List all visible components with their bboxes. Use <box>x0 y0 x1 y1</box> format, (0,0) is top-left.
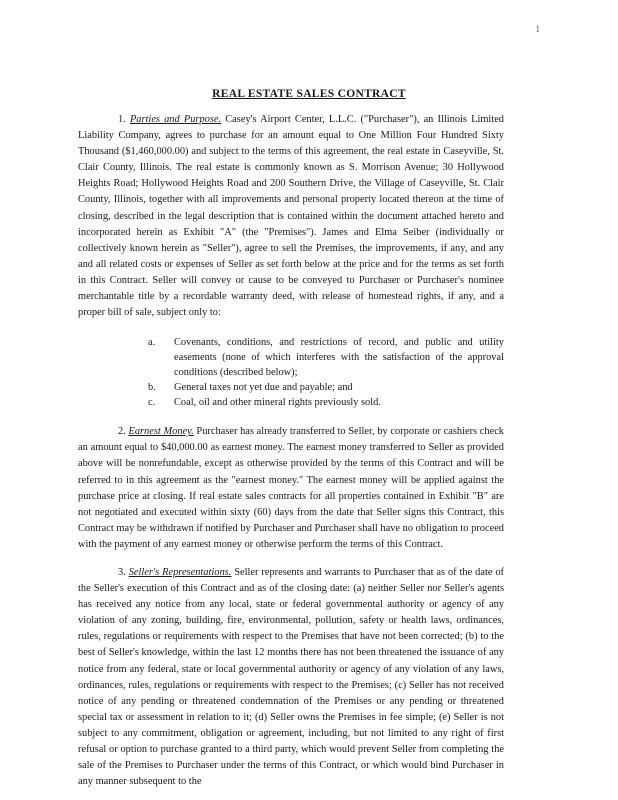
document-title: REAL ESTATE SALES CONTRACT <box>212 88 406 100</box>
paragraph-spacer <box>78 553 504 565</box>
section-text: Seller represents and warrants to Purchaser that as of the date of the Seller's execution of this Contract and as of the closing date: (a) neither Seller nor Seller's agents has received any notice from any local, state or federal governmental authority or agency of any violation of any zoning, building, fire, environmental, pollution, safety or health laws, ordinances, rules, regulations or requirements with respect to the Premises that have not been corrected; (b) to the best of Seller's knowledge, within the last 12 months there has not been threatened the issuance of any notice from any federal, state or local governmental authority or agency of any violation of any laws, ordinances, rules, regulations or requirements with respect to the Premises; (c) Seller has not received notice of any pending or threatened condemnation of the Premises or any pending or threatened special tax or assessment in relation to it; (d) Seller owns the Premises in fee simple; (e) Seller is not subject to any commitment, obligation or agreement, including, but not limited to any right of first refusal or option to purchase granted to a third party, which would prevent Seller from completing the sale of the Premises to Purchaser under the terms of this Contract, or which would bind Purchaser in any manner subsequent to the <box>78 566 505 788</box>
list-item <box>78 395 504 410</box>
document-body <box>78 112 504 790</box>
paragraph-parties-and-purpose <box>78 112 504 321</box>
list-text: Covenants, conditions, and restrictions of record, and public and utility easements (none of which interferes with the satisfaction of the approval conditions (described below); <box>174 337 504 379</box>
section-heading: Earnest Money. <box>128 426 194 438</box>
section-text: Casey's Airport Center, L.L.C. ("Purchaser"), an Illinois Limited Liability Company, agrees to purchase for an amount equal to One Million Four Hundred Sixty Thousand ($1,460,000.00) and subject to the terms of this agreement, the real estate in Caseyville, St. Clair County, Illinois. The real estate is commonly known as S. Morrison Avenue; 30 Hollywood Heights Road; Hollywood Heights Road and 200 Southern Drive, the Village of Caseyville, St. Clair County, Illinois, together with all improvements and personal property located thereon at the time of closing, described in the legal description that is contained within the document attached hereto and incorporated herein as Exhibit "A" (the "Premises"). James and Elma Seiber (individually or collectively known herein as "Seller"), agree to sell the Premises, the improvements, if any, and any and all related costs or expenses of Seller as set forth below at the price and for the terms as set forth in this Contract. Seller will convey or cause to be conveyed to Purchaser or Purchaser's nominee merchantable title by a recordable warranty deed, with release of homestead rights, if any, and a proper bill of sale, subject only to: <box>78 114 505 319</box>
list-marker: a. <box>148 337 156 349</box>
list-marker: c. <box>148 397 156 409</box>
list-item <box>78 380 504 395</box>
section-text: Purchaser has already transferred to Seller, by corporate or cashiers check an amount equal to $40,000.00 as earnest money. The earnest money transferred to Seller as provided above will be nonrefundable, except as otherwise provided by the terms of this Contract and will be referred to in this agreement as the "earnest money." The earnest money will be applied against the purchase price at closing. If real estate sales contracts for all properties contained in Exhibit "B" are not negotiated and executed within sixty (60) days from the date that Seller signs this Contract, this Contract may be withdrawn if notified by Purchaser and Purchaser shall have no obligation to proceed with the payment of any earnest money or otherwise perform the terms of this Contract. <box>78 426 505 550</box>
list-item <box>78 335 504 380</box>
section-number: 3. <box>118 566 129 578</box>
exceptions-list <box>78 335 504 410</box>
list-text: General taxes not yet due and payable; and <box>174 382 353 394</box>
paragraph-sellers-representations <box>78 565 504 790</box>
list-text: Coal, oil and other mineral rights previously sold. <box>174 397 381 409</box>
section-number: 2. <box>118 426 129 438</box>
paragraph-earnest-money <box>78 424 504 553</box>
section-heading: Parties and Purpose. <box>129 114 222 125</box>
section-heading: Seller's Representations. <box>128 566 232 578</box>
section-number: 1. <box>118 114 130 125</box>
page-number: 1 <box>535 24 540 34</box>
list-marker: b. <box>148 382 156 394</box>
